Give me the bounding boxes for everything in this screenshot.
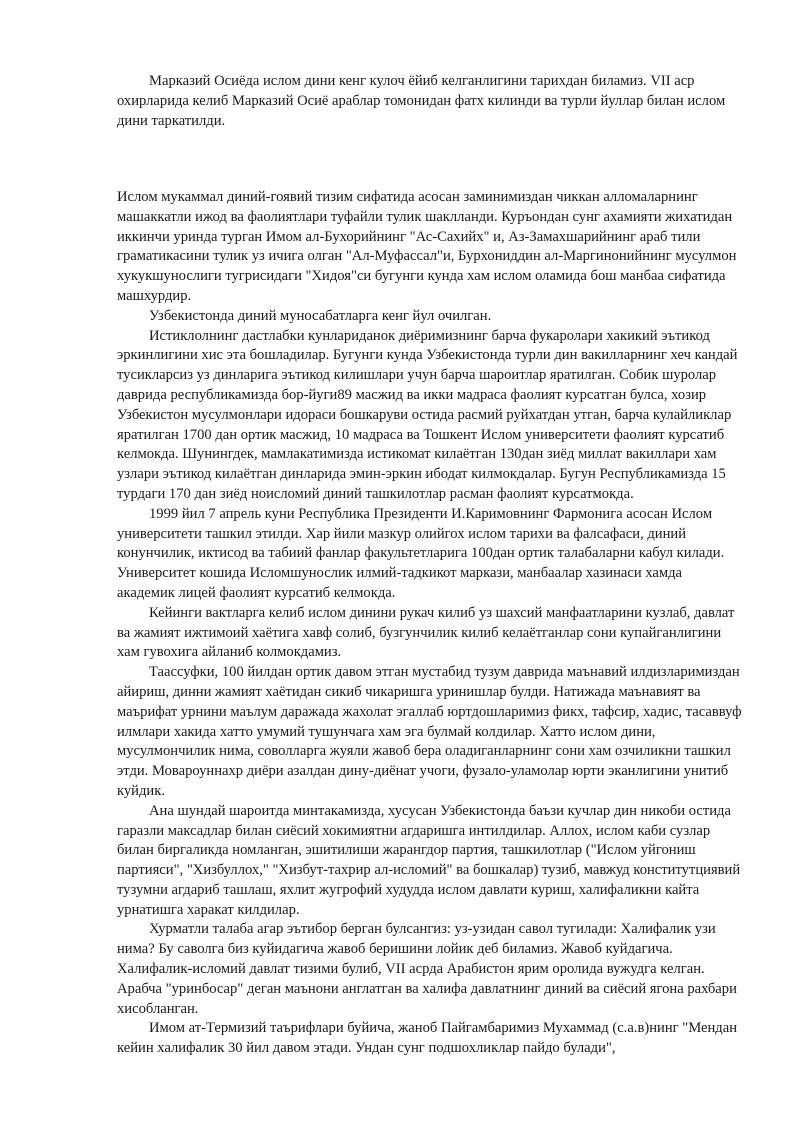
paragraph-regime-history: Таассуфки, 100 йилдан ортик давом этган мустабид тузум даврида маънавий илдизларимиздан айириш, динни жамият хаётидан сикиб чикаришга уринишлар булди. Натижада маънавият ва маърифат урнини маълум даражада жахолат эгаллаб юртдошларимиз фикх, тафсир, хадис, тасаввуф илмлари хакида хатто умумий тушунчага хам эга булмай колдилар. Хатто ислом дини, мусулмончилик нима, соволларга жуяли жавоб бера оладиганларнинг сони хам озчиликни ташкил этди. Мовароуннахр диёри азалдан дину-диёнат учоги, фузало-уламолар юрти эканлигини унитиб куйдик. xyxy=(117,664,742,799)
paragraph-islam-system: Ислом мукаммал диний-гоявий тизим сифатида асосан заминимиздан чиккан алломаларнинг машаккатли ижод ва фаолиятлари туфайли тулик шаклланди. Куръондан сунг ахамияти жихатидан иккинчи уринда турган Имом ал-Бухорийнинг "Ас-Сахийх" и, Аз-Замахшарийнинг араб тили граматикасини тулик уз ичига олган "Ал-Муфассал"и, Бурхониддин ал-Маргинонийнинг мусулмон хукукшунослиги тугрисидаги "Хидоя"си бугунги кунда хам ислом оламида бош манбаа сифатида машхурдир. xyxy=(117,189,737,304)
intro-paragraph: Марказий Осиёда ислом дини кенг кулоч ёйиб келганлигини тарихдан биламиз. VII аср охирларида келиб Марказий Осиё араблар томонидан фатх килинди ва турли йуллар билан ислом дини таркатилди. xyxy=(117,73,726,129)
intro-section xyxy=(117,72,742,131)
paragraph-university-founding: 1999 йил 7 апрель куни Республика Президенти И.Каримовнинг Фармонига асосан Ислом университети ташкил этилди. Хар йили мазкур олийгох ислом тарихи ва фалсафаси, диний конунчилик, иктисод ва табиий фанлар факультетларига 100дан ортик талабаларни кабул килади. Университет кошида Исломшунослик илмий-тадкикот маркази, манбаалар хазинаси хамда академик лицей фаолият курсатиб келмокда. xyxy=(117,505,725,601)
paragraph-political-forces: Ана шундай шароитда минтакамизда, хусусан Узбекистонда баъзи кучлар дин никоби остида гаразли максадлар билан сиёсий хокимиятни агдаришга интилдилар. Аллох, ислом каби сузлар билан биргаликда номланган, эшитилиши жарангдор партия, ташкилотлар ("Ислом уйгониш партияси", "Хизбуллох," "Хизбут-тахрир ал-исломий" ва бошкалар) тузиб, мавжуд конститутциявий тузумни агдариб ташлаш, яхлит жугрофий худудда ислом давлати куриш, халифаликни кайта урнатишга харакат килдилар. xyxy=(117,802,741,918)
paragraph-independence: Истиклолнинг дастлабки кунлариданок диёримизнинг барча фукаролари хакикий эътикод эркинлигини хис эта бошладилар. Бугунги кунда Узбекистонда турли дин вакилларнинг хеч кандай тусикларсиз уз динларига эътикод килишлари учун барча шароитлар яратилган. Собик шуролар даврида республикамизда бор-йуги89 масжид ва икки мадраса фаолият курсатган булса, хозир Узбекистон мусулмонлари идораси бошкаруви остида расмий руйхатдан утган, барча кулайликлар яратилган 1700 дан ортик масжид, 10 мадраса ва Тошкент Ислом университети фаолият курсатиб келмокда. Шунингдек, мамлакатимизда истикомат килаётган 130дан зиёд миллат вакиллари хам узлари эътикод килаётган динларида эмин-эркин ибодат килмокдалар. Бугун Республикамизда 15 турдаги 170 дан зиёд ноисломий диний ташкилотлар расман фаолият курсатмокда. xyxy=(117,327,738,502)
paragraph-religious-relations: Узбекистонда диний муносабатларга кенг йул очилган. xyxy=(149,307,492,324)
main-text-section xyxy=(117,188,742,1059)
paragraph-caliphate-question: Хурматли талаба агар эътибор берган булсангиз: уз-узидан савол тугилади: Халифалик узи нима? Бу саволга биз куйидагича жавоб беришини лойик деб биламиз. Жавоб куйдагича. Халифалик-исломий давлат тизими булиб, VII асрда Арабистон ярим оролида вужудга келган. Арабча "уринбосар" деган маънони англатган ва халифа давлатнинг диний ва сиёсий ягона рахбари хисобланган. xyxy=(117,921,737,1017)
paragraph-destructive-forces: Кейинги вактларга келиб ислом динини рукач килиб уз шахсий манфаатларини кузлаб, давлат ва жамият ижтимоий хаётига хавф солиб, бузгунчилик килиб келаётганлар сони купайганлигини хам гувохига айланиб колмокдамиз. xyxy=(117,604,735,661)
paragraph-termizi-quote: Имом ат-Термизий таърифлари буйича, жаноб Пайгамбаримиз Мухаммад (с.а.в)нинг "Мендан кейин халифалик 30 йил давом этади. Ундан сунг подшохликлар пайдо булади", xyxy=(117,1020,738,1057)
